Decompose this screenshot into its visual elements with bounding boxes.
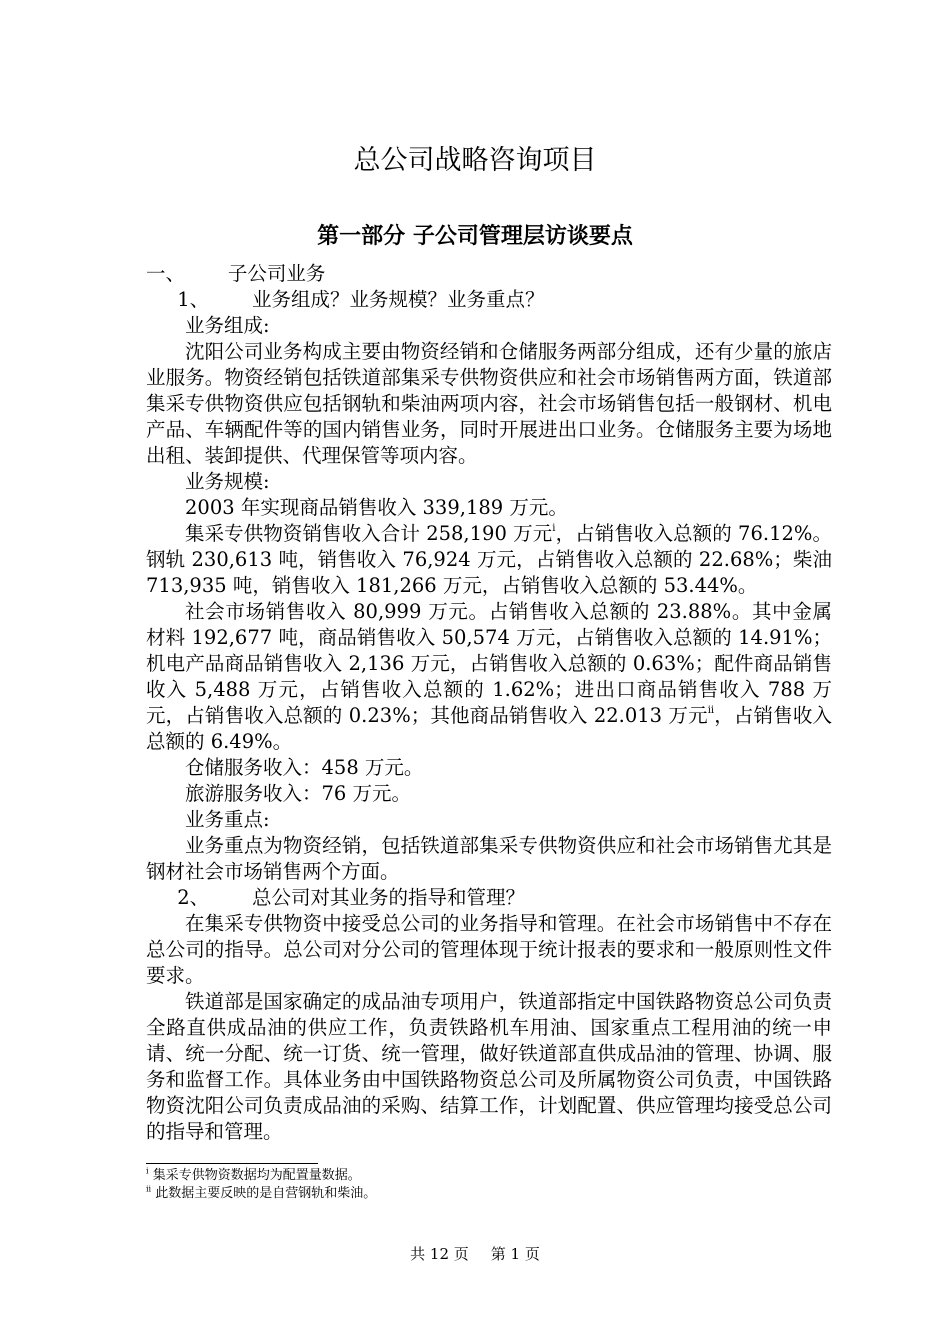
guidance-paragraph-1: 在集采专供物资中接受总公司的业务指导和管理。在社会市场销售中不存在总公司的指导。总公司对分公司的管理体现于统计报表的要求和一般原则性文件要求。 [146,912,832,987]
question-number: 2、 [177,886,210,909]
section-heading [146,261,832,287]
page-footer [0,1244,950,1264]
question-heading-2 [146,885,832,911]
page-total: 共 12 页 [410,1245,469,1263]
footnote-separator [146,1163,318,1164]
composition-paragraph: 沈阳公司业务构成主要由物资经销和仓储服务两部分组成，还有少量的旅店业服务。物资经销包括铁道部集采专供物资供应和社会市场销售两方面，铁道部集采专供物资供应包括钢轨和柴油两项内容，社会市场销售包括一般钢材、机电产品、车辆配件等的国内销售业务，同时开展进出口业务。仓储服务主要为场地出租、装卸提供、代理保管等项内容。 [146,340,832,467]
tourism-revenue: 旅游服务收入：76 万元。 [185,782,412,805]
guidance-paragraph-2: 铁道部是国家确定的成品油专项用户，铁道部指定中国铁路物资总公司负责全路直供成品油的供应工作，负责铁路机车用油、国家重点工程用油的统一申请、统一分配、统一订货、统一管理，做好铁道部直供成品油的管理、协调、服务和监督工作。具体业务由中国铁路物资总公司及所属物资公司负责，中国铁路物资沈阳公司负责成品油的采购、结算工作，计划配置、供应管理均接受总公司的指导和管理。 [146,990,832,1143]
section-number: 一、 [146,262,186,285]
focus-label: 业务重点: [185,808,270,831]
footnote-ref[interactable]: i [552,523,556,534]
footnotes [146,1167,832,1203]
focus-paragraph: 业务重点为物资经销，包括铁道部集采专供物资供应和社会市场销售尤其是钢材社会市场销售两个方面。 [146,834,832,883]
section-label: 子公司业务 [227,262,326,285]
part-heading: 第一部分 子公司管理层访谈要点 [317,224,633,249]
question-label: 总公司对其业务的指导和管理？ [252,886,526,909]
document-title: 总公司战略咨询项目 [353,145,597,176]
scale-paragraph-market: 社会市场销售收入 80,999 万元。占销售收入总额的 23.88%。其中金属材料 192,677 吨，商品销售收入 50,574 万元，占销售收入总额的 14.91%；机电产品商品销售收入 2,136 万元，占销售收入总额的 0.63%；配件商品销售收入 5,488 万元，占销售收入总额的 1.62%；进出口商品销售收入 788 万元，占销售收入总额的 0.23%；其他商品销售收入 22.013 万元$^{ii}$，占销售收入总额的 6.49%。 [146,600,832,753]
footnote-ref[interactable]: ii [707,705,715,716]
question-number: 1、 [177,288,210,311]
page-current: 第 1 页 [490,1245,540,1263]
question-heading-1 [146,287,832,313]
document-body [146,261,832,1145]
scale-paragraph-procurement: 集采专供物资销售收入合计 258,190 万元$^i$，占销售收入总额的 76.12%。钢轨 230,613 吨，销售收入 76,924 万元，占销售收入总额的 22.68%；柴油 713,935 吨，销售收入 181,266 万元，占销售收入总额的 53.44%。 [146,522,832,597]
footnote-item: $^i$ 集采专供物资数据均为配置量数据。 [146,1166,361,1183]
storage-revenue: 仓储服务收入：458 万元。 [185,756,424,779]
scale-label: 业务规模: [185,470,270,493]
question-label: 业务组成？业务规模？业务重点？ [252,288,545,311]
composition-label: 业务组成: [185,314,270,337]
scale-paragraph-total: 2003 年实现商品销售收入 339,189 万元。 [185,496,568,519]
footnote-item: $^{ii}$ 此数据主要反映的是自营钢轨和柴油。 [146,1184,377,1201]
